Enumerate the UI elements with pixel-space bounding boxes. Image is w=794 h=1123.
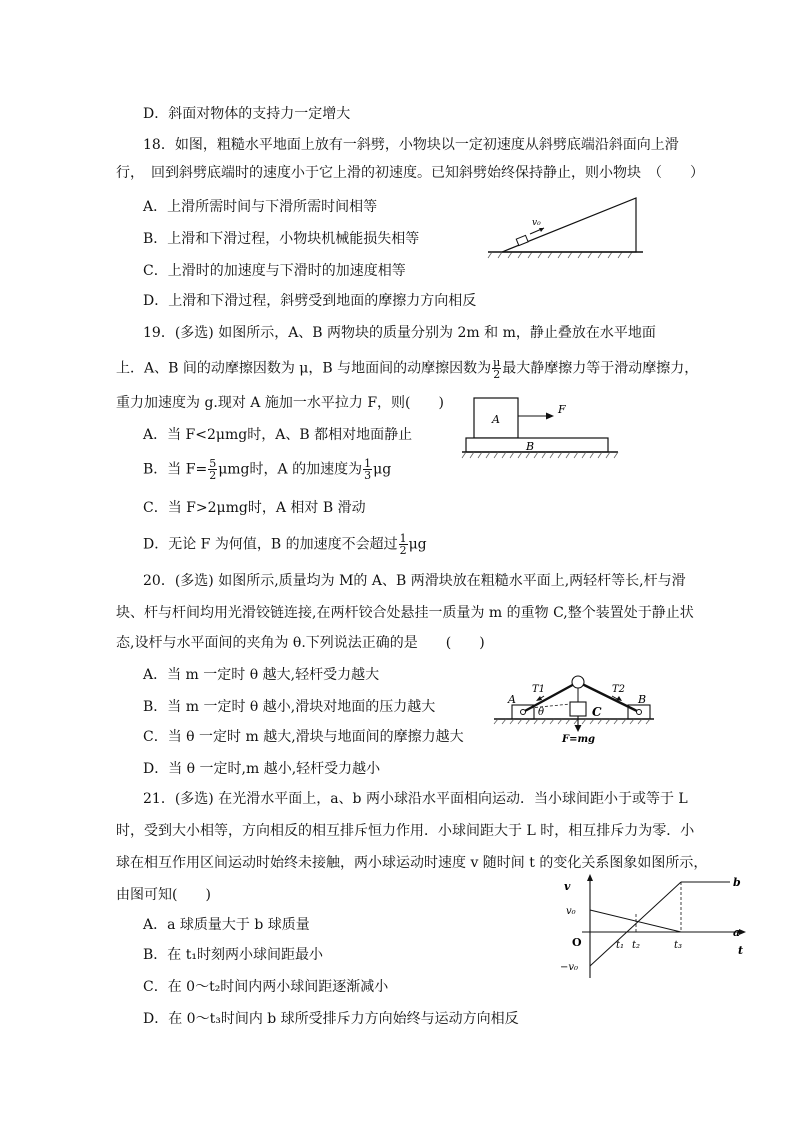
q21-option-a: A．a 球质量大于 b 球质量 bbox=[143, 917, 310, 933]
q20-label-fmg: F=mg bbox=[562, 734, 596, 745]
q19-stem-line2 bbox=[116, 357, 698, 380]
x-axis-label: t bbox=[738, 944, 744, 957]
series-a-label: a bbox=[733, 926, 741, 939]
series-b-line-1 bbox=[590, 882, 681, 966]
q21-stem-line1: 21．(多选) 在光滑水平面上，a、b 两小球沿水平面相向运动．当小球间距小于或等于 L bbox=[143, 791, 688, 807]
q20-hinged-rods-figure bbox=[494, 672, 654, 744]
q20-label-t1: T1 bbox=[532, 684, 546, 695]
q18-option-c: C．上滑时的加速度与下滑时的加速度相等 bbox=[143, 263, 406, 279]
q19-line2-text-b: 最大静摩擦力等于滑动摩擦力， bbox=[502, 360, 699, 377]
series-b-label: b bbox=[733, 876, 741, 889]
q19-option-d: D．无论 F 为何值，B 的加速度不会超过 $\frac{1}{2}$ μg bbox=[143, 532, 427, 557]
q18-option-d: D．上滑和下滑过程，斜劈受到地面的摩擦力方向相反 bbox=[143, 293, 477, 309]
q18-v0-label: v₀ bbox=[532, 218, 541, 228]
q20-label-a: A bbox=[508, 693, 516, 706]
q18-option-a: A．上滑所需时间与下滑所需时间相等 bbox=[143, 199, 378, 215]
q21-stem-line2: 时，受到大小相等，方向相反的相互排斥恒力作用．小球间距大于 L 时，相互排斥力为零．小 bbox=[116, 823, 695, 839]
q18-incline-figure bbox=[488, 194, 648, 260]
q18-stem-line2: 行， 回到斜劈底端时的速度小于它上滑的初速度。已知斜劈始终保持静止，则小物块 （ ） bbox=[116, 165, 704, 181]
tick-origin: O bbox=[572, 936, 582, 949]
q21-option-b: B．在 t₁时刻两小球间距最小 bbox=[143, 947, 323, 963]
q21-vt-chart bbox=[560, 872, 750, 982]
q20-stem-line1: 20．(多选) 如图所示,质量均为 M的 A、B 两滑块放在粗糙水平面上,两轻杆等长,杆与滑 bbox=[143, 573, 686, 589]
q19-label-b: B bbox=[526, 440, 535, 453]
q20-option-b: B．当 m 一定时 θ 越小,滑块对地面的压力越大 bbox=[143, 699, 436, 715]
tick-v0: v₀ bbox=[566, 906, 576, 917]
q20-label-theta: θ bbox=[538, 707, 545, 718]
series-a-line-1 bbox=[590, 910, 681, 932]
q18-option-b: B．上滑和下滑过程，小物块机械能损失相等 bbox=[143, 231, 420, 247]
q17-option-d: D．斜面对物体的支持力一定增大 bbox=[143, 106, 351, 122]
q19-option-c: C．当 F>2μmg时，A 相对 B 滑动 bbox=[143, 500, 366, 516]
tick-t2: t₂ bbox=[632, 940, 641, 951]
q19-label-a: A bbox=[492, 413, 500, 426]
q21-option-d: D．在 0～t₃时间内 b 球所受排斥力方向始终与运动方向相反 bbox=[143, 1011, 519, 1027]
q19-frac-5-2: $\frac{5}{2}$ bbox=[209, 457, 217, 482]
tick-t3: t₃ bbox=[674, 940, 683, 951]
q19-stem-line1: 19．(多选) 如图所示，A、B 两物块的质量分别为 2m 和 m，静止叠放在水平地面 bbox=[143, 325, 656, 341]
q20-stem-line2: 块、杆与杆间均用光滑铰链连接,在两杆铰合处悬挂一质量为 m 的重物 C,整个装置处于静止状 bbox=[116, 605, 694, 621]
q19-option-b: B．当 F= $\frac{5}{2}$ μmg时，A 的加速度为 $\frac{1}{3}$ μg bbox=[143, 457, 392, 482]
q20-stem-line3: 态,设杆与水平面间的夹角为 θ.下列说法正确的是 ( ) bbox=[116, 635, 485, 651]
q19-frac-1-3: $\frac{1}{3}$ bbox=[364, 457, 372, 482]
q21-option-c: C．在 0～t₂时间内两小球间距逐渐减小 bbox=[143, 979, 389, 995]
q19-stem-line3: 重力加速度为 g.现对 A 施加一水平拉力 F，则( ) bbox=[116, 395, 444, 411]
q20-label-t2: T2 bbox=[612, 684, 626, 695]
q20-label-b: B bbox=[638, 693, 647, 706]
q21-stem-line3: 球在相互作用区间运动时始终未接触，两小球运动时速度 v 随时间 t 的变化关系图象如图所示， bbox=[116, 855, 708, 871]
q20-option-d: D．当 θ 一定时,m 越小,轻杆受力越小 bbox=[143, 761, 381, 777]
q20-label-c: C bbox=[592, 705, 602, 719]
tick-t1: t₁ bbox=[616, 940, 625, 951]
y-axis-arrow bbox=[587, 874, 593, 881]
tick-neg-v0: −v₀ bbox=[560, 962, 579, 973]
q18-stem-line1: 18．如图，粗糙水平地面上放有一斜劈，小物块以一定初速度从斜劈底端沿斜面向上滑 bbox=[143, 137, 679, 153]
q19-blocks-figure bbox=[462, 396, 618, 462]
q19-line2-text-a: 上．A、B 间的动摩擦因数为 μ，B 与地面间的动摩擦因数为 bbox=[116, 360, 492, 377]
q19-option-a: A．当 F<2μmg时，A、B 都相对地面静止 bbox=[143, 427, 413, 443]
q20-option-c: C．当 θ 一定时 m 越大,滑块与地面间的摩擦力越大 bbox=[143, 729, 464, 745]
q20-option-a: A．当 m 一定时 θ 越大,轻杆受力越大 bbox=[143, 667, 380, 683]
y-axis-label: v bbox=[564, 880, 571, 893]
q19-label-f: F bbox=[558, 403, 566, 416]
q19-frac-1-2: $\frac{1}{2}$ bbox=[399, 532, 407, 557]
q19-mu-over-2: $\frac{\mu}{2}$ bbox=[493, 356, 501, 381]
q21-stem-line4: 由图可知( ) bbox=[116, 887, 211, 903]
